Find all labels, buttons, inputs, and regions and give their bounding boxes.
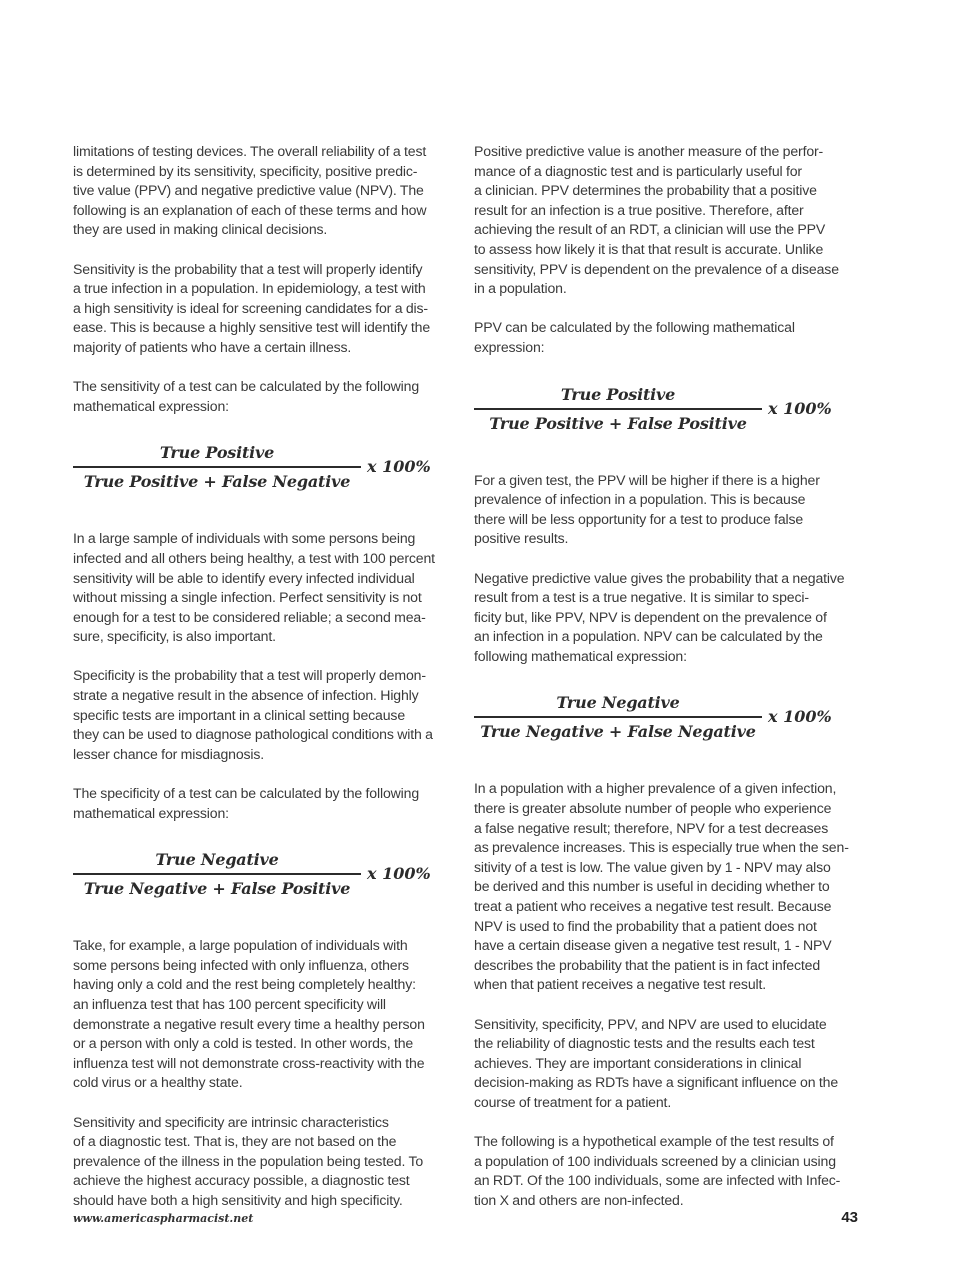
formula-numerator: True Positive (159, 443, 275, 463)
paragraph-ppv-prevalence: For a given test, the PPV will be higher if there is a higher prevalence of infection in a population. This is because there will be less opportunity for a test to produce false positive results. (474, 471, 820, 547)
paragraph-influenza-example: Take, for example, a large population of individuals with some persons being infected with only influenza, others having only a cold and the rest being completely healthy: an influenza test that has 100 percent specificity will demonstrate a negative result every time a healthy person or a person with only a cold is tested. In other words, the influenza test will not demonstrate cross-reactivity with the cold virus or a healthy state. (73, 937, 425, 1091)
fraction-bar (73, 873, 361, 875)
formula-sensitivity (73, 443, 459, 497)
paragraph-npv-definition: Negative predictive value gives the probability that a negative result from a test is a true negative. It is similar to speci- ficity but, like PPV, NPV is dependent on the prevalence of an infection in a population. NPV can be calculated by the following mathematical expression: (474, 569, 845, 664)
paragraph-specificity-lead: The specificity of a test can be calculated by the following mathematical expression: (73, 785, 420, 821)
formula-denominator: True Positive + False Negative (83, 472, 351, 492)
fraction-bar (474, 716, 762, 718)
paragraph-perfect-sensitivity: In a large sample of individuals with some persons being infected and all others being healthy, a test with 100 percent sensitivity will be able to identify every infected individual without missing a single infection. Perfect sensitivity is not enough for a test to be considered reliable; a second mea- sure, specificity, is also important. (73, 530, 435, 645)
formula-denominator: True Positive + False Positive (489, 413, 747, 433)
formula-multiplier: x 100% (768, 707, 832, 727)
paragraph-sensitivity-lead: The sensitivity of a test can be calculated by the following mathematical expression: (73, 378, 420, 414)
formula-specificity (73, 850, 459, 904)
left-column (73, 142, 459, 1230)
paragraph-ppv-definition: Positive predictive value is another measure of the perfor- mance of a diagnostic test and is particularly useful for a clinician. PPV determines the probability that a positive result for an infection is a true positive. Therefore, after achieving the result of an RDT, a clinician will use the PPV to assess how likely it is that that result is accurate. Unlike sensitivity, PPV is dependent on the prevalence of a disease in a population. (474, 143, 839, 297)
paragraph-ppv-lead: PPV can be calculated by the following mathematical expression: (474, 319, 795, 355)
page-number: 43 (841, 1209, 858, 1226)
paragraph-intro: limitations of testing devices. The overall reliability of a test is determined by its sensitivity, specificity, positive predic- tive value (PPV) and negative predictive value (NPV). The following is an explanation of each of these terms and how they are used in making clinical decisions. (73, 143, 427, 238)
formula-denominator: True Negative + False Positive (83, 879, 351, 899)
paragraph-sensitivity-definition: Sensitivity is the probability that a test will properly identify a true infection in a population. In epidemiology, a test with a high sensitivity is ideal for screening candidates for a dis- ease. This is because a highly sensitive test will identify the majority of patients who have a certain illness. (73, 260, 431, 355)
formula-multiplier: x 100% (768, 398, 832, 418)
footer-website-url: www.americaspharmacist.net (73, 1212, 254, 1225)
formula-numerator: True Negative (556, 693, 680, 713)
paragraph-hypothetical-example: The following is a hypothetical example of the test results of a population of 100 individuals screened by a clinician using an RDT. Of the 100 individuals, some are infected with Infec- tion X and others are non-infected. (474, 1133, 841, 1208)
paragraph-reliability-summary: Sensitivity, specificity, PPV, and NPV are used to elucidate the reliability of diagnostic tests and the results each test achieves. They are important considerations in clinical decision-making as RDTs have a significant influence on the course of treatment for a patient. (474, 1015, 839, 1110)
paragraph-intrinsic-characteristics: Sensitivity and specificity are intrinsic characteristics of a diagnostic test. That is, they are not based on the prevalence of the illness in the population being tested. To achieve the highest accuracy possible, a diagnostic test should have both a high sensitivity and high specificity. (73, 1113, 424, 1208)
formula-numerator: True Negative (155, 850, 279, 870)
formula-npv (474, 693, 860, 747)
formula-multiplier: x 100% (367, 457, 431, 477)
fraction-bar (73, 466, 361, 468)
right-column (474, 142, 860, 1230)
formula-denominator: True Negative + False Negative (480, 722, 756, 742)
fraction-bar (474, 408, 762, 410)
paragraph-npv-prevalence: In a population with a higher prevalence of a given infection, there is greater absolute number of people who experience a false negative result; therefore, NPV for a test decreases as prevalence increases. This is especially true when the sen- sitivity of a test is low. The value given by 1 - NPV may also be derived and this number is useful in deciding whether to treat a patient who receives a negative test result. Because NPV is used to find the probability that a patient does not have a certain disease given a negative test result, 1 - NPV describes the probability that the patient is in fact infected when that patient receives a negative test result. (474, 780, 849, 993)
formula-multiplier: x 100% (367, 864, 431, 884)
formula-numerator: True Positive (560, 384, 676, 404)
formula-ppv (474, 385, 860, 439)
paragraph-specificity-definition: Specificity is the probability that a test will properly demon- strate a negative result in the absence of infection. Highly specific tests are important in a clinical setting because they can be used to diagnose pathological conditions with a lesser chance for misdiagnosis. (73, 667, 433, 762)
